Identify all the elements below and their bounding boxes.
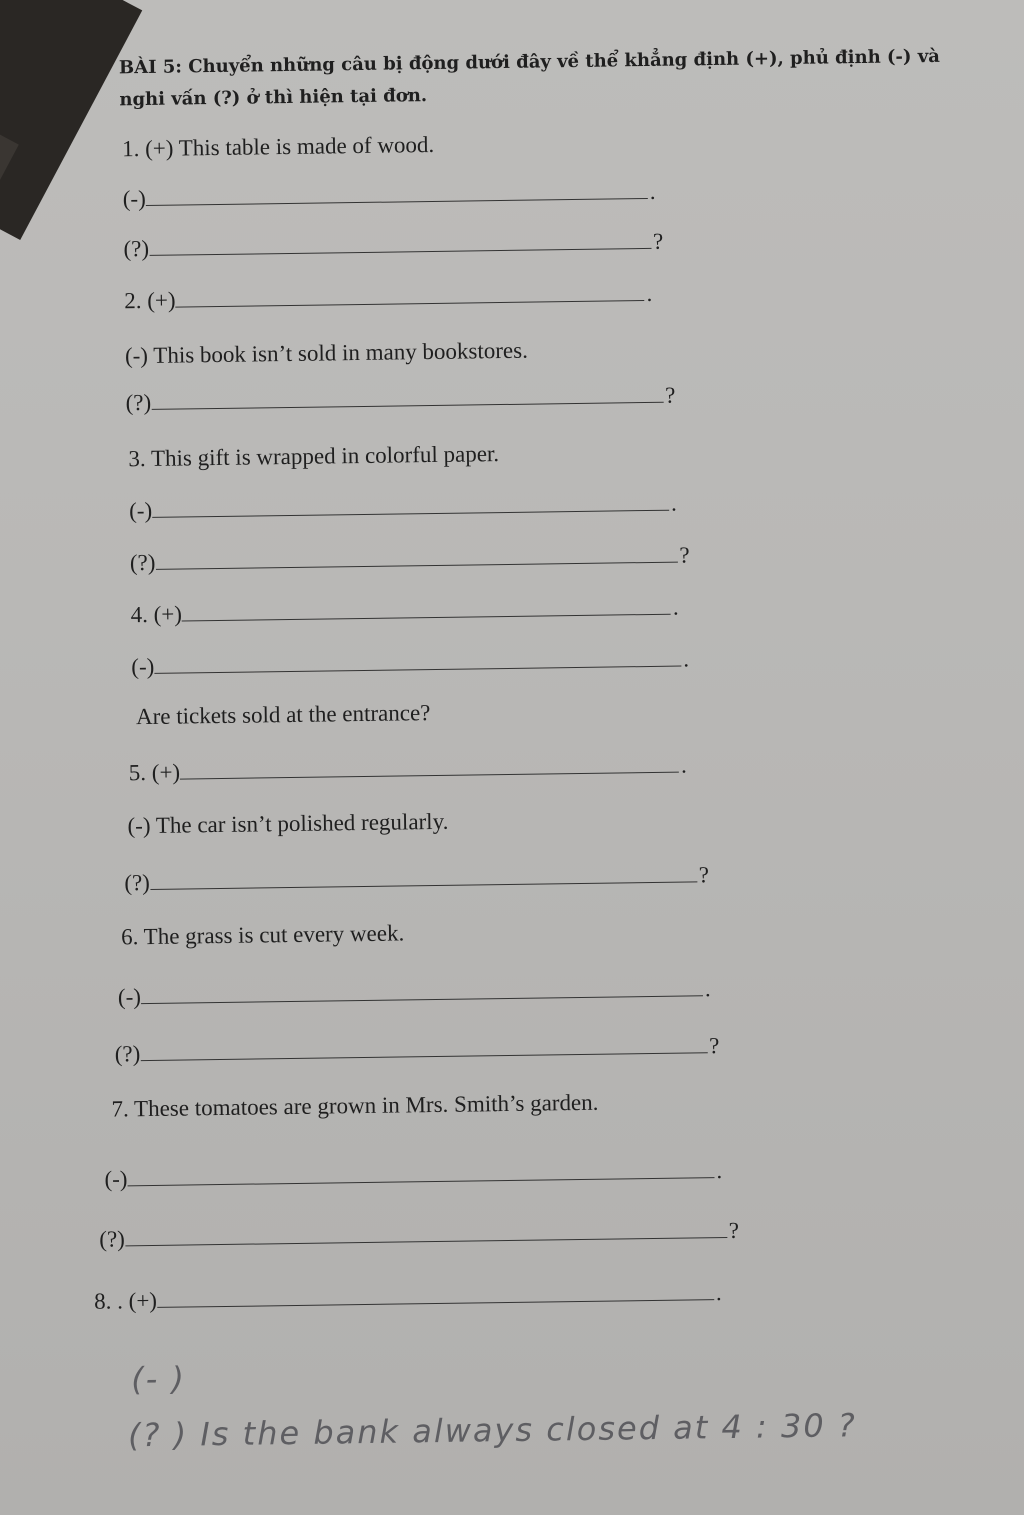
end-punctuation: .	[680, 752, 687, 778]
answer-blank[interactable]	[150, 863, 697, 890]
line-label: (?)	[124, 869, 151, 896]
end-punctuation: .	[649, 178, 656, 204]
exercise-line	[94, 1280, 722, 1315]
answer-blank[interactable]	[146, 180, 648, 206]
end-punctuation: .	[672, 594, 679, 620]
exercise-line	[122, 132, 434, 162]
line-label: (-)	[117, 984, 142, 1010]
answer-blank[interactable]	[154, 648, 681, 674]
line-label: (-) The car isn’t polished regularly.	[127, 808, 449, 839]
line-label: (?)	[125, 389, 152, 416]
line-label: (?)	[114, 1041, 141, 1067]
end-punctuation: .	[704, 976, 711, 1002]
exercise-line	[104, 1158, 722, 1193]
line-label: 1. (+) This table is made of wood.	[121, 131, 435, 162]
end-punctuation: .	[646, 280, 653, 307]
line-label: (-)	[131, 653, 155, 680]
exercise-line	[125, 338, 528, 370]
exercise-line	[111, 1090, 598, 1123]
answer-blank[interactable]	[151, 384, 663, 410]
answer-blank[interactable]	[182, 596, 671, 622]
answer-blank[interactable]	[125, 1219, 727, 1246]
exercise-line	[128, 441, 499, 472]
line-label: (-)	[128, 497, 153, 524]
end-punctuation: .	[716, 1158, 723, 1184]
exercise-line	[130, 542, 690, 576]
exercise-line	[123, 179, 656, 212]
exercise-line	[125, 383, 675, 417]
exercise-line	[121, 920, 404, 950]
answer-blank[interactable]	[140, 1034, 707, 1061]
line-label: (-)	[104, 1166, 128, 1192]
line-label: Are tickets sold at the entrance?	[135, 700, 431, 730]
line-label: (?)	[129, 549, 156, 576]
exercise-line	[127, 809, 448, 839]
end-punctuation: ?	[652, 228, 664, 254]
end-punctuation: ?	[679, 542, 690, 568]
line-label: (?)	[99, 1226, 126, 1252]
end-punctuation: ?	[709, 1033, 720, 1059]
exercise-line	[124, 862, 709, 896]
answer-blank[interactable]	[152, 492, 669, 518]
exercise-line	[131, 646, 689, 680]
line-label: 2. (+)	[124, 287, 176, 314]
answer-blank[interactable]	[155, 544, 677, 570]
end-punctuation: .	[715, 1280, 722, 1306]
answer-blank[interactable]	[127, 1159, 714, 1186]
line-label: (?)	[123, 235, 150, 262]
answer-blank[interactable]	[157, 1281, 714, 1308]
exercise-line	[136, 700, 431, 730]
exercise-line	[123, 229, 663, 263]
end-punctuation: .	[670, 490, 677, 516]
exercise-line	[129, 752, 687, 786]
line-label: (-)	[122, 185, 146, 212]
line-label: 3. This gift is wrapped in colorful paper.	[128, 441, 500, 472]
handwritten-negative: (- )	[131, 1359, 187, 1399]
end-punctuation: ?	[728, 1217, 740, 1243]
end-punctuation: .	[683, 646, 690, 672]
line-label: 6. The grass is cut every week.	[120, 920, 405, 950]
answer-blank[interactable]	[175, 282, 644, 308]
exercise-line	[115, 1033, 720, 1067]
line-label: 5. (+)	[128, 759, 181, 786]
end-punctuation: ?	[664, 382, 676, 408]
answer-blank[interactable]	[180, 754, 679, 780]
answer-blank[interactable]	[141, 977, 703, 1004]
exercise-line	[130, 595, 678, 629]
exercise-line	[99, 1218, 739, 1253]
end-punctuation: ?	[698, 862, 710, 888]
line-label: 4. (+)	[130, 601, 183, 628]
line-label: (-) This book isn’t sold in many bookstores.	[124, 337, 529, 369]
exercise-line	[118, 976, 711, 1010]
exercise-line	[124, 281, 652, 314]
exercise-line	[129, 491, 677, 525]
handwritten-question: (? ) Is the bank always closed at 4 : 30 ?	[127, 1406, 858, 1455]
answer-blank[interactable]	[149, 230, 651, 256]
line-label: 7. These tomatoes are grown in Mrs. Smith’s garden.	[111, 1089, 599, 1122]
line-label: 8. . (+)	[94, 1287, 158, 1314]
exercise-title: BÀI 5: Chuyển những câu bị động dưới đây về thể khẳng định (+), phủ định (-) và nghi vấn (?) ở thì hiện tại đơn.	[118, 45, 941, 111]
